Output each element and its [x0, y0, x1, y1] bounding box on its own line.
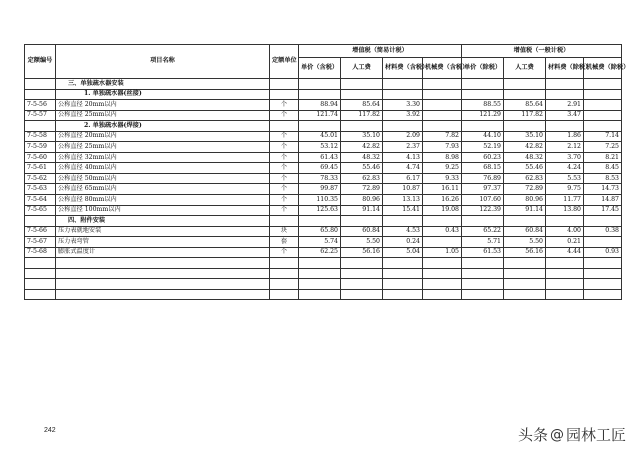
price-incl-cell: 99.87 [299, 184, 341, 195]
labor-cost-general-cell: 48.32 [504, 152, 546, 163]
blank-cell [299, 258, 341, 269]
section-value-cell [584, 216, 622, 227]
price-incl-cell: 121.74 [299, 110, 341, 121]
header-machine-incl: 机械费（含税） [423, 58, 462, 79]
labor-cost-cell: 56.16 [341, 247, 383, 258]
blank-cell [546, 279, 584, 290]
material-excl-cell: 4.00 [546, 226, 584, 237]
labor-cost-cell: 85.64 [341, 100, 383, 111]
price-incl-cell: 78.33 [299, 173, 341, 184]
price-excl-cell: 122.39 [462, 205, 504, 216]
section-value-cell [383, 216, 423, 227]
section-value-cell [504, 89, 546, 100]
material-excl-cell: 0.21 [546, 237, 584, 248]
blank-cell [299, 279, 341, 290]
section-row [25, 216, 622, 227]
blank-cell [504, 289, 546, 300]
machine-excl-cell: 17.45 [584, 205, 622, 216]
material-incl-cell: 10.87 [383, 184, 423, 195]
blank-cell [423, 268, 462, 279]
material-incl-cell: 6.17 [383, 173, 423, 184]
blank-cell [504, 279, 546, 290]
machine-incl-cell [423, 110, 462, 121]
quota-code: 7-5-68 [25, 247, 56, 258]
labor-cost-cell: 62.83 [341, 173, 383, 184]
section-value-cell [341, 216, 383, 227]
machine-excl-cell: 14.73 [584, 184, 622, 195]
labor-cost-cell: 42.82 [341, 142, 383, 153]
table-row [25, 184, 622, 195]
material-incl-cell: 2.37 [383, 142, 423, 153]
header-price-incl: 单价（含税） [299, 58, 341, 79]
section-title: 2. 单独疏水器(焊接) [56, 121, 270, 132]
watermark-brand: 头条 [517, 426, 548, 444]
item-name: 压力表弯管 [56, 237, 270, 248]
price-excl-cell: 76.89 [462, 173, 504, 184]
section-value-cell [504, 216, 546, 227]
labor-cost-general-cell: 35.10 [504, 131, 546, 142]
machine-excl-cell: 8.53 [584, 173, 622, 184]
section-value-cell [546, 216, 584, 227]
machine-excl-cell [584, 100, 622, 111]
machine-incl-cell: 7.93 [423, 142, 462, 153]
blank-cell [56, 279, 270, 290]
material-incl-cell: 13.13 [383, 195, 423, 206]
quota-code: 7-5-67 [25, 237, 56, 248]
material-excl-cell: 4.44 [546, 247, 584, 258]
machine-excl-cell [584, 110, 622, 121]
machine-excl-cell: 7.25 [584, 142, 622, 153]
labor-cost-general-cell: 80.96 [504, 195, 546, 206]
blank-cell [584, 268, 622, 279]
machine-incl-cell: 19.08 [423, 205, 462, 216]
item-name: 公称直径 32mm以内 [56, 152, 270, 163]
table-row [25, 131, 622, 142]
price-incl-cell: 5.74 [299, 237, 341, 248]
machine-incl-cell: 16.26 [423, 195, 462, 206]
blank-cell [299, 289, 341, 300]
price-excl-cell: 65.22 [462, 226, 504, 237]
blank-cell [25, 289, 56, 300]
material-excl-cell: 2.91 [546, 100, 584, 111]
labor-cost-cell: 35.10 [341, 131, 383, 142]
blank-row [25, 289, 622, 300]
section-value-cell [584, 79, 622, 90]
blank-row [25, 258, 622, 269]
section-value-cell [299, 216, 341, 227]
labor-cost-cell: 91.14 [341, 205, 383, 216]
labor-cost-general-cell: 91.14 [504, 205, 546, 216]
blank-cell [25, 268, 56, 279]
quota-unit: 块 [270, 226, 299, 237]
labor-cost-cell: 55.46 [341, 163, 383, 174]
watermark [518, 424, 626, 445]
material-excl-cell: 2.12 [546, 142, 584, 153]
labor-cost-cell: 117.82 [341, 110, 383, 121]
blank-cell [546, 289, 584, 300]
quota-unit: 个 [270, 184, 299, 195]
price-incl-cell: 110.35 [299, 195, 341, 206]
section-code-cell [25, 79, 56, 90]
table-body [25, 79, 622, 300]
machine-incl-cell: 8.98 [423, 152, 462, 163]
material-excl-cell: 3.70 [546, 152, 584, 163]
price-excl-cell: 5.71 [462, 237, 504, 248]
machine-incl-cell: 0.43 [423, 226, 462, 237]
section-unit-cell [270, 79, 299, 90]
material-incl-cell: 2.09 [383, 131, 423, 142]
header-code: 定额编号 [25, 45, 56, 79]
table-row [25, 247, 622, 258]
blank-cell [546, 258, 584, 269]
header-unit: 定额单位 [270, 45, 299, 79]
section-value-cell [299, 79, 341, 90]
quota-unit: 个 [270, 131, 299, 142]
blank-cell [270, 268, 299, 279]
quota-code: 7-5-59 [25, 142, 56, 153]
labor-cost-general-cell: 72.89 [504, 184, 546, 195]
material-excl-cell: 5.53 [546, 173, 584, 184]
blank-cell [341, 268, 383, 279]
price-incl-cell: 45.01 [299, 131, 341, 142]
quota-unit: 个 [270, 205, 299, 216]
material-incl-cell: 4.13 [383, 152, 423, 163]
labor-cost-general-cell: 56.16 [504, 247, 546, 258]
material-incl-cell: 3.30 [383, 100, 423, 111]
item-name: 公称直径 20mm以内 [56, 100, 270, 111]
price-incl-cell: 125.63 [299, 205, 341, 216]
quota-code: 7-5-60 [25, 152, 56, 163]
quota-code: 7-5-57 [25, 110, 56, 121]
labor-cost-general-cell: 42.82 [504, 142, 546, 153]
blank-cell [56, 258, 270, 269]
blank-cell [341, 289, 383, 300]
price-incl-cell: 65.80 [299, 226, 341, 237]
material-excl-cell: 1.86 [546, 131, 584, 142]
blank-cell [584, 289, 622, 300]
price-excl-cell: 97.37 [462, 184, 504, 195]
section-value-cell [383, 121, 423, 132]
section-value-cell [383, 79, 423, 90]
section-value-cell [546, 89, 584, 100]
section-code-cell [25, 89, 56, 100]
machine-excl-cell: 8.21 [584, 152, 622, 163]
blank-cell [383, 268, 423, 279]
header-labor: 人工费 [341, 58, 383, 79]
machine-incl-cell [423, 237, 462, 248]
price-incl-cell: 88.94 [299, 100, 341, 111]
table-row [25, 195, 622, 206]
header-price-excl: 单价（除税） [462, 58, 504, 79]
blank-cell [341, 279, 383, 290]
table-row [25, 173, 622, 184]
blank-cell [270, 289, 299, 300]
section-value-cell [341, 89, 383, 100]
material-incl-cell: 4.53 [383, 226, 423, 237]
section-code-cell [25, 121, 56, 132]
material-excl-cell: 4.24 [546, 163, 584, 174]
labor-cost-cell: 80.96 [341, 195, 383, 206]
section-value-cell [462, 121, 504, 132]
blank-cell [25, 279, 56, 290]
price-excl-cell: 107.60 [462, 195, 504, 206]
table-row [25, 100, 622, 111]
quota-code: 7-5-66 [25, 226, 56, 237]
section-value-cell [341, 121, 383, 132]
blank-cell [56, 268, 270, 279]
price-incl-cell: 53.12 [299, 142, 341, 153]
quota-code: 7-5-65 [25, 205, 56, 216]
section-value-cell [423, 121, 462, 132]
price-incl-cell: 61.43 [299, 152, 341, 163]
page-number: 242 [44, 427, 56, 434]
blank-cell [270, 279, 299, 290]
quota-code: 7-5-58 [25, 131, 56, 142]
section-value-cell [546, 79, 584, 90]
blank-cell [584, 279, 622, 290]
header-group-general-tax: 增值税（一般计税） [462, 45, 622, 58]
blank-cell [423, 279, 462, 290]
item-name: 公称直径 25mm以内 [56, 110, 270, 121]
price-incl-cell: 62.25 [299, 247, 341, 258]
machine-excl-cell: 0.93 [584, 247, 622, 258]
section-value-cell [423, 89, 462, 100]
section-value-cell [383, 89, 423, 100]
quota-unit: 个 [270, 100, 299, 111]
item-name: 公称直径 65mm以内 [56, 184, 270, 195]
blank-row [25, 268, 622, 279]
blank-cell [504, 258, 546, 269]
price-incl-cell: 69.45 [299, 163, 341, 174]
material-incl-cell: 4.74 [383, 163, 423, 174]
quota-unit: 个 [270, 142, 299, 153]
machine-incl-cell: 9.25 [423, 163, 462, 174]
blank-cell [546, 268, 584, 279]
blank-cell [270, 258, 299, 269]
table-row [25, 110, 622, 121]
quota-code: 7-5-56 [25, 100, 56, 111]
machine-excl-cell: 7.14 [584, 131, 622, 142]
section-row [25, 89, 622, 100]
blank-cell [462, 258, 504, 269]
item-name: 膨胀式温度计 [56, 247, 270, 258]
section-value-cell [546, 121, 584, 132]
header-group-simple-tax: 增值税（简易计税） [299, 45, 462, 58]
section-value-cell [299, 121, 341, 132]
table-row [25, 152, 622, 163]
section-row [25, 79, 622, 90]
labor-cost-cell: 72.89 [341, 184, 383, 195]
machine-incl-cell: 7.82 [423, 131, 462, 142]
material-excl-cell: 11.77 [546, 195, 584, 206]
blank-cell [462, 268, 504, 279]
labor-cost-general-cell: 85.64 [504, 100, 546, 111]
section-value-cell [462, 89, 504, 100]
item-name: 公称直径 40mm以内 [56, 163, 270, 174]
labor-cost-cell: 60.84 [341, 226, 383, 237]
blank-cell [299, 268, 341, 279]
labor-cost-general-cell: 60.84 [504, 226, 546, 237]
quota-code: 7-5-62 [25, 173, 56, 184]
blank-cell [383, 279, 423, 290]
section-value-cell [462, 79, 504, 90]
blank-row [25, 279, 622, 290]
section-unit-cell [270, 216, 299, 227]
material-excl-cell: 3.47 [546, 110, 584, 121]
blank-cell [383, 258, 423, 269]
price-excl-cell: 121.29 [462, 110, 504, 121]
price-excl-cell: 60.23 [462, 152, 504, 163]
blank-cell [504, 268, 546, 279]
at-icon: @ [549, 426, 564, 443]
item-name: 公称直径 20mm以内 [56, 131, 270, 142]
quota-unit: 个 [270, 173, 299, 184]
item-name: 压力表就地安装 [56, 226, 270, 237]
header-labor-2: 人工费 [504, 58, 546, 79]
blank-cell [56, 289, 270, 300]
table-row [25, 163, 622, 174]
quota-code: 7-5-64 [25, 195, 56, 206]
header-material-incl: 材料费（含税） [383, 58, 423, 79]
price-excl-cell: 88.55 [462, 100, 504, 111]
section-title: 三、单独疏水器安装 [56, 79, 270, 90]
quota-table-container [24, 44, 630, 300]
blank-cell [423, 289, 462, 300]
machine-excl-cell [584, 237, 622, 248]
blank-cell [462, 289, 504, 300]
section-value-cell [584, 89, 622, 100]
section-value-cell [504, 79, 546, 90]
labor-cost-cell: 48.32 [341, 152, 383, 163]
labor-cost-cell: 5.50 [341, 237, 383, 248]
header-machine-excl: 机械费（除税） [584, 58, 622, 79]
blank-cell [383, 289, 423, 300]
section-code-cell [25, 216, 56, 227]
blank-cell [423, 258, 462, 269]
quota-code: 7-5-61 [25, 163, 56, 174]
labor-cost-general-cell: 55.46 [504, 163, 546, 174]
section-value-cell [299, 89, 341, 100]
table-row [25, 142, 622, 153]
machine-incl-cell: 1.05 [423, 247, 462, 258]
material-incl-cell: 15.41 [383, 205, 423, 216]
price-excl-cell: 52.19 [462, 142, 504, 153]
header-material-excl: 材料费（除税） [546, 58, 584, 79]
section-value-cell [504, 121, 546, 132]
blank-cell [584, 258, 622, 269]
table-row [25, 205, 622, 216]
blank-cell [25, 258, 56, 269]
quota-unit: 个 [270, 247, 299, 258]
item-name: 公称直径 80mm以内 [56, 195, 270, 206]
table-row [25, 226, 622, 237]
material-incl-cell: 5.04 [383, 247, 423, 258]
machine-excl-cell: 8.45 [584, 163, 622, 174]
machine-excl-cell: 0.38 [584, 226, 622, 237]
section-title: 1. 单独疏水器(丝接) [56, 89, 270, 100]
material-excl-cell: 13.80 [546, 205, 584, 216]
material-incl-cell: 0.24 [383, 237, 423, 248]
quota-unit: 个 [270, 110, 299, 121]
quota-unit: 个 [270, 152, 299, 163]
section-value-cell [341, 79, 383, 90]
blank-cell [341, 258, 383, 269]
item-name: 公称直径 50mm以内 [56, 173, 270, 184]
watermark-handle: 园林工匠 [565, 426, 626, 444]
price-excl-cell: 44.10 [462, 131, 504, 142]
table-row [25, 237, 622, 248]
section-value-cell [584, 121, 622, 132]
item-name: 公称直径 100mm以内 [56, 205, 270, 216]
quota-code: 7-5-63 [25, 184, 56, 195]
table-header [25, 45, 630, 79]
section-row [25, 121, 622, 132]
quota-table [24, 44, 630, 300]
machine-incl-cell [423, 100, 462, 111]
machine-incl-cell: 9.33 [423, 173, 462, 184]
section-unit-cell [270, 89, 299, 100]
header-name: 项目名称 [56, 45, 270, 79]
machine-incl-cell: 16.11 [423, 184, 462, 195]
material-excl-cell: 9.75 [546, 184, 584, 195]
section-title: 四、附件安装 [56, 216, 270, 227]
section-value-cell [423, 216, 462, 227]
labor-cost-general-cell: 117.82 [504, 110, 546, 121]
quota-unit: 个 [270, 195, 299, 206]
section-value-cell [423, 79, 462, 90]
blank-cell [462, 279, 504, 290]
price-excl-cell: 61.53 [462, 247, 504, 258]
labor-cost-general-cell: 5.50 [504, 237, 546, 248]
quota-unit: 个 [270, 163, 299, 174]
price-excl-cell: 68.15 [462, 163, 504, 174]
material-incl-cell: 3.92 [383, 110, 423, 121]
section-value-cell [462, 216, 504, 227]
quota-unit: 套 [270, 237, 299, 248]
machine-excl-cell: 14.87 [584, 195, 622, 206]
labor-cost-general-cell: 62.83 [504, 173, 546, 184]
section-unit-cell [270, 121, 299, 132]
item-name: 公称直径 25mm以内 [56, 142, 270, 153]
